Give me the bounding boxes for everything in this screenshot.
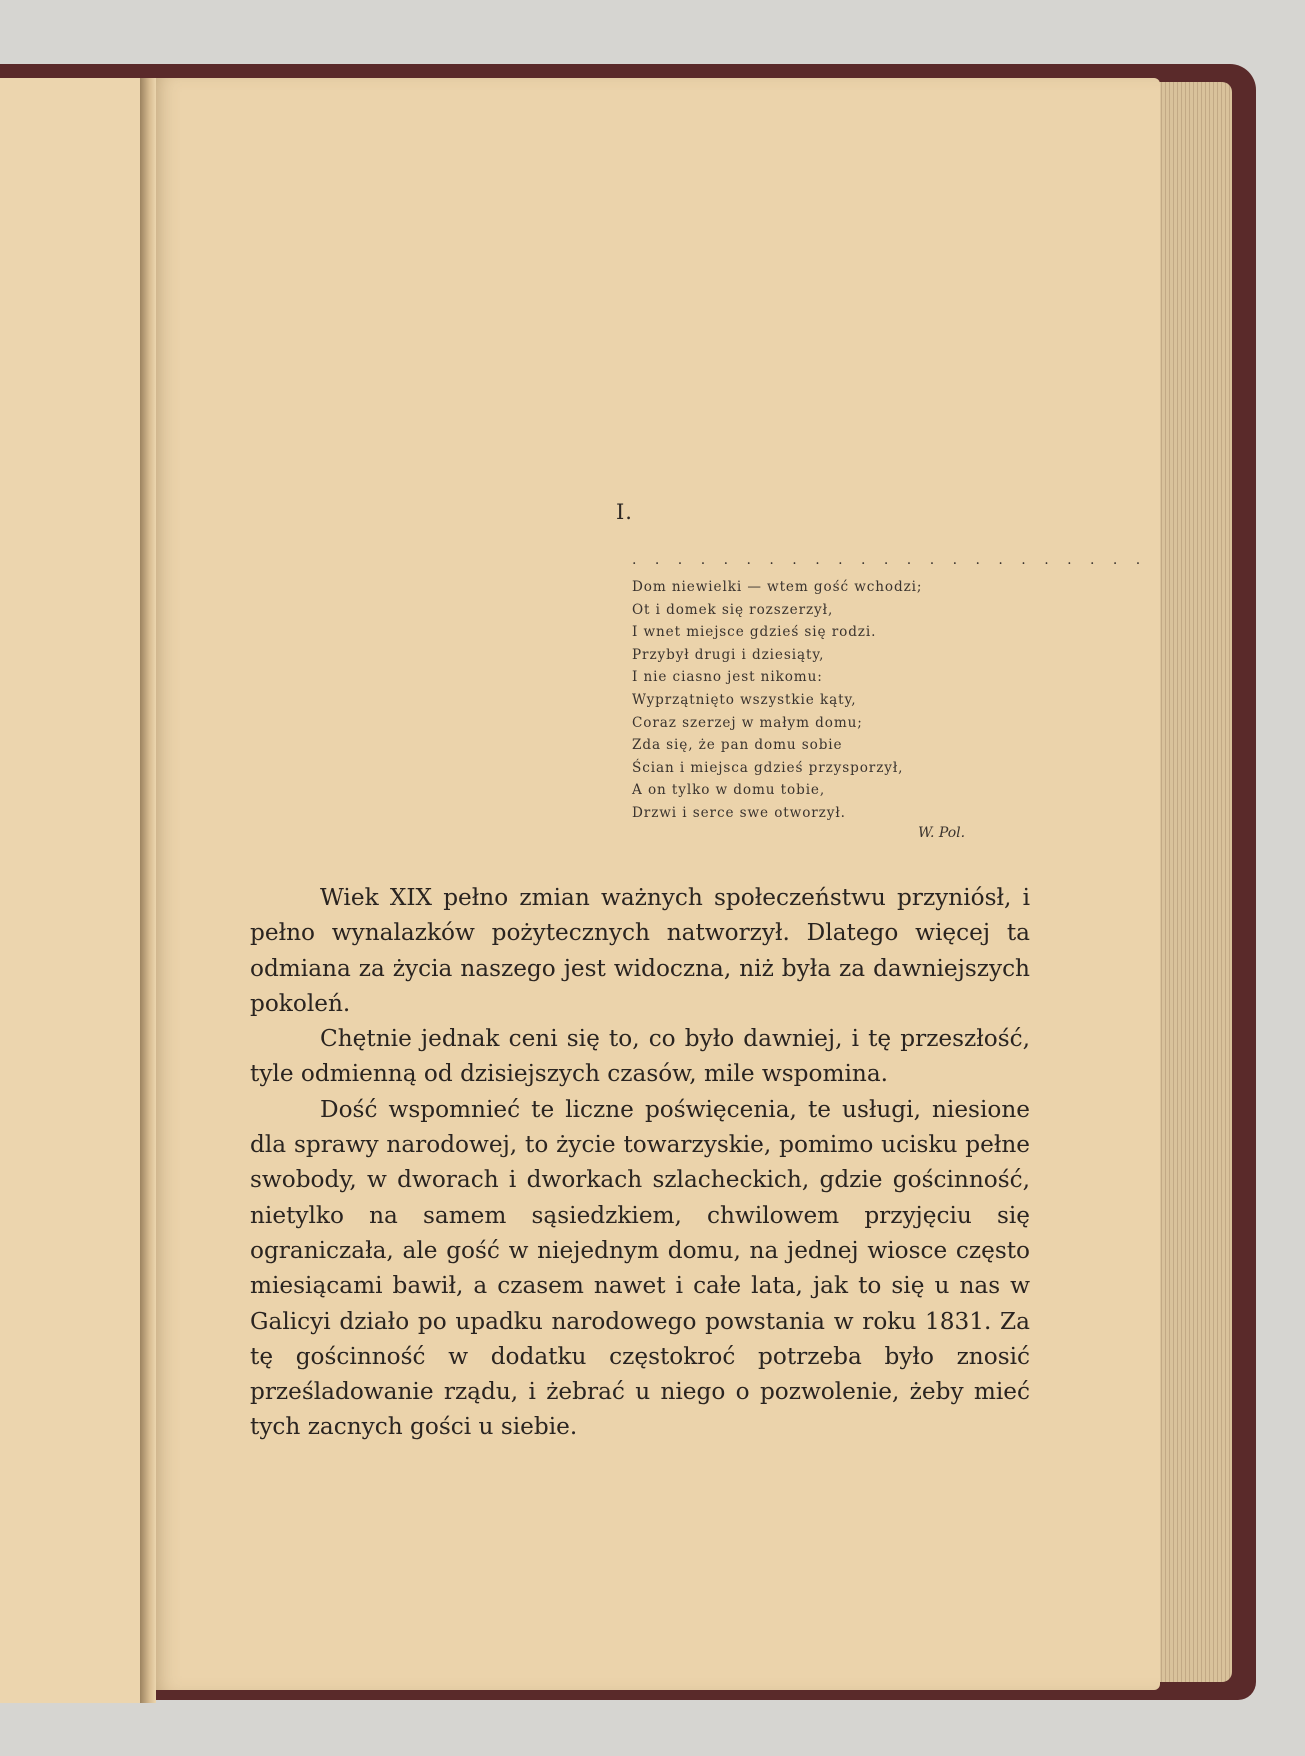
poem-line: Ścian i miejsca gdzieś przysporzył, bbox=[632, 759, 904, 776]
paragraph: Wiek XIX pełno zmian ważnych społeczeństwu przyniósł, i pełno wynalazków pożytecznych natworzył. Dlatego więcej ta odmiana za życia naszego jest widoczna, niż była za dawniejszych pokoleń. bbox=[250, 884, 1030, 1017]
paragraph: Chętnie jednak ceni się to, co było dawniej, i tę przeszłość, tyle odmienną od dzisiejszych czasów, mile wspomina. bbox=[250, 1025, 1030, 1088]
poem-line: Wyprzątnięto wszystkie kąty, bbox=[632, 691, 857, 708]
chapter-number: I. bbox=[616, 500, 633, 524]
left-page bbox=[0, 78, 144, 1703]
book-gutter bbox=[140, 78, 156, 1703]
poem-line: A on tylko w domu tobie, bbox=[632, 782, 826, 799]
poem-line: Dom niewielki — wtem gość wchodzi; bbox=[632, 579, 923, 595]
paragraph: Dość wspomnieć te liczne poświęcenia, te usługi, niesione dla sprawy narodowej, to życie towarzyskie, pomimo ucisku pełne swobody, w dworach i dworkach szlacheckich, gdzie gościnność, nietylko na samem sąsiedzkiem, chwilowem przyjęciu się ograniczała, ale gość w niejednym domu, na jednej wiosce często miesiącami bawił, a czasem nawet i całe lata, jak to się u nas w Galicyi działo po upadku narodowego powstania w roku 1831. Za tę gościnność w dodatku częstokroć potrzeba było znosić prześladowanie rządu, i żebrać u niego o pozwolenie, żeby mieć tych zacnych gości u siebie. bbox=[250, 1095, 1030, 1441]
poem-line: I nie ciasno jest nikomu: bbox=[632, 669, 823, 686]
epigraph-poem bbox=[632, 576, 992, 825]
poem-line: Ot i domek się rozszerzył, bbox=[632, 601, 834, 618]
body-text bbox=[250, 880, 1030, 1445]
poem-line: Przybył drugi i dziesiąty, bbox=[632, 646, 825, 663]
poem-line: Zda się, że pan domu sobie bbox=[632, 737, 843, 754]
poem-line: Coraz szerzej w małym domu; bbox=[632, 714, 863, 731]
poem-line: Drzwi i serce swe otworzył. bbox=[632, 804, 846, 821]
epigraph-author: W. Pol. bbox=[918, 825, 966, 841]
page-edges bbox=[1150, 82, 1232, 1682]
epigraph-ellipsis: . . . . . . . . . . . . . . . . . . . . . . . bbox=[632, 552, 1148, 568]
poem-line: I wnet miejsce gdzieś się rodzi. bbox=[632, 624, 877, 641]
